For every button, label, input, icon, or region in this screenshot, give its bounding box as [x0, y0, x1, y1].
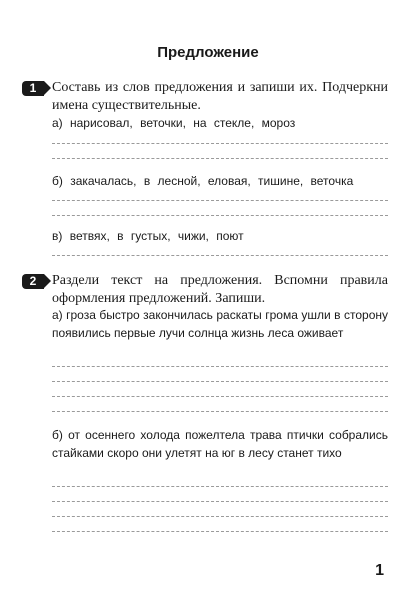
writing-line	[52, 200, 388, 201]
task-1-item-b: б) закачалась, в лесной, еловая, тишине, веточка	[52, 174, 354, 188]
task-number-1-badge: 1	[22, 81, 44, 96]
writing-line	[52, 255, 388, 256]
writing-line	[52, 143, 388, 144]
task-1-item-c: в) ветвях, в густых, чижи, поют	[52, 229, 244, 243]
writing-line	[52, 366, 388, 367]
writing-line	[52, 486, 388, 487]
writing-line	[52, 215, 388, 216]
task-1-item-a: а) нарисовал, веточки, на стекле, мороз	[52, 116, 296, 130]
writing-line	[52, 531, 388, 532]
writing-line	[52, 501, 388, 502]
task-1-instruction: Составь из слов предложения и запиши их. Подчеркни имена существительные.	[52, 80, 388, 113]
writing-line	[52, 516, 388, 517]
task-2-item-b: б) от осеннего холода пожелтела трава птички собрались стайками скоро они улетят на юг в лесу станет тихо	[52, 428, 388, 460]
writing-line	[52, 381, 388, 382]
page-number: 1	[375, 562, 384, 579]
task-number-2-badge: 2	[22, 274, 44, 289]
page-title: Предложение	[157, 44, 259, 61]
task-2-instruction: Раздели текст на предложения. Вспомни правила оформления предложений. Запиши.	[52, 273, 388, 306]
task-2-item-a: а) гроза быстро закончилась раскаты грома ушли в сторону появились первые лучи солнца жизнь леса оживает	[52, 308, 388, 340]
writing-line	[52, 396, 388, 397]
writing-line	[52, 411, 388, 412]
writing-line	[52, 158, 388, 159]
